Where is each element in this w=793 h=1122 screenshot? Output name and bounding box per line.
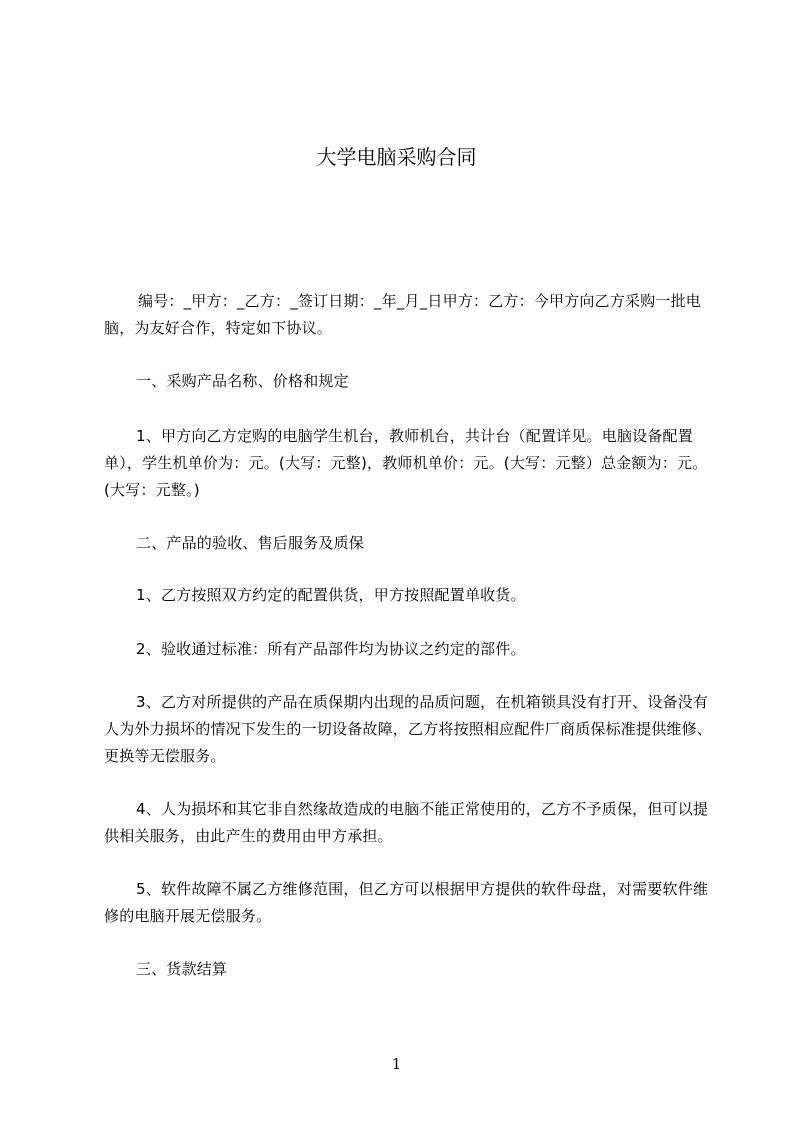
clause-2-1: 1、乙方按照双方约定的配置供货，甲方按照配置单收货。 (136, 586, 526, 604)
page-number: 1 (391, 1055, 402, 1073)
clause-2-4: 4、人为损坏和其它非自然缘故造成的电脑不能正常使用的，乙方不予质保，但可以提供相关服务，由此产生的费用由甲方承担。 (104, 800, 709, 845)
preamble-paragraph: 编号：_甲方：_乙方：_签订日期：_年_月_日甲方：乙方：今甲方向乙方采购一批电脑，为友好合作，特定如下协议。 (104, 292, 702, 337)
document-title: 大学电脑采购合同 (316, 145, 477, 169)
section-heading-2: 二、产品的验收、售后服务及质保 (136, 534, 365, 552)
clause-2-2: 2、验收通过标准：所有产品部件均为协议之约定的部件。 (136, 640, 526, 658)
section-heading-3: 三、货款结算 (136, 960, 228, 978)
clause-2-3: 3、乙方对所提供的产品在质保期内出现的品质问题，在机箱锁具没有打开、设备没有人为外力损坏的情况下发生的一切设备故障，乙方将按照相应配件厂商质保标准提供维修、更换等无偿服务。 (104, 693, 713, 765)
section-heading-1: 一、采购产品名称、价格和规定 (136, 372, 349, 390)
clause-1-1: 1、甲方向乙方定购的电脑学生机台，教师机台，共计台（配置详见。电脑设备配置单），学生机单价为：元。(大写：元整)，教师机单价：元。(大写：元整）总金额为：元。(大写：元整。) (104, 427, 708, 499)
clause-2-5: 5、软件故障不属乙方维修范围，但乙方可以根据甲方提供的软件母盘，对需要软件维修的电脑开展无偿服务。 (104, 880, 709, 925)
